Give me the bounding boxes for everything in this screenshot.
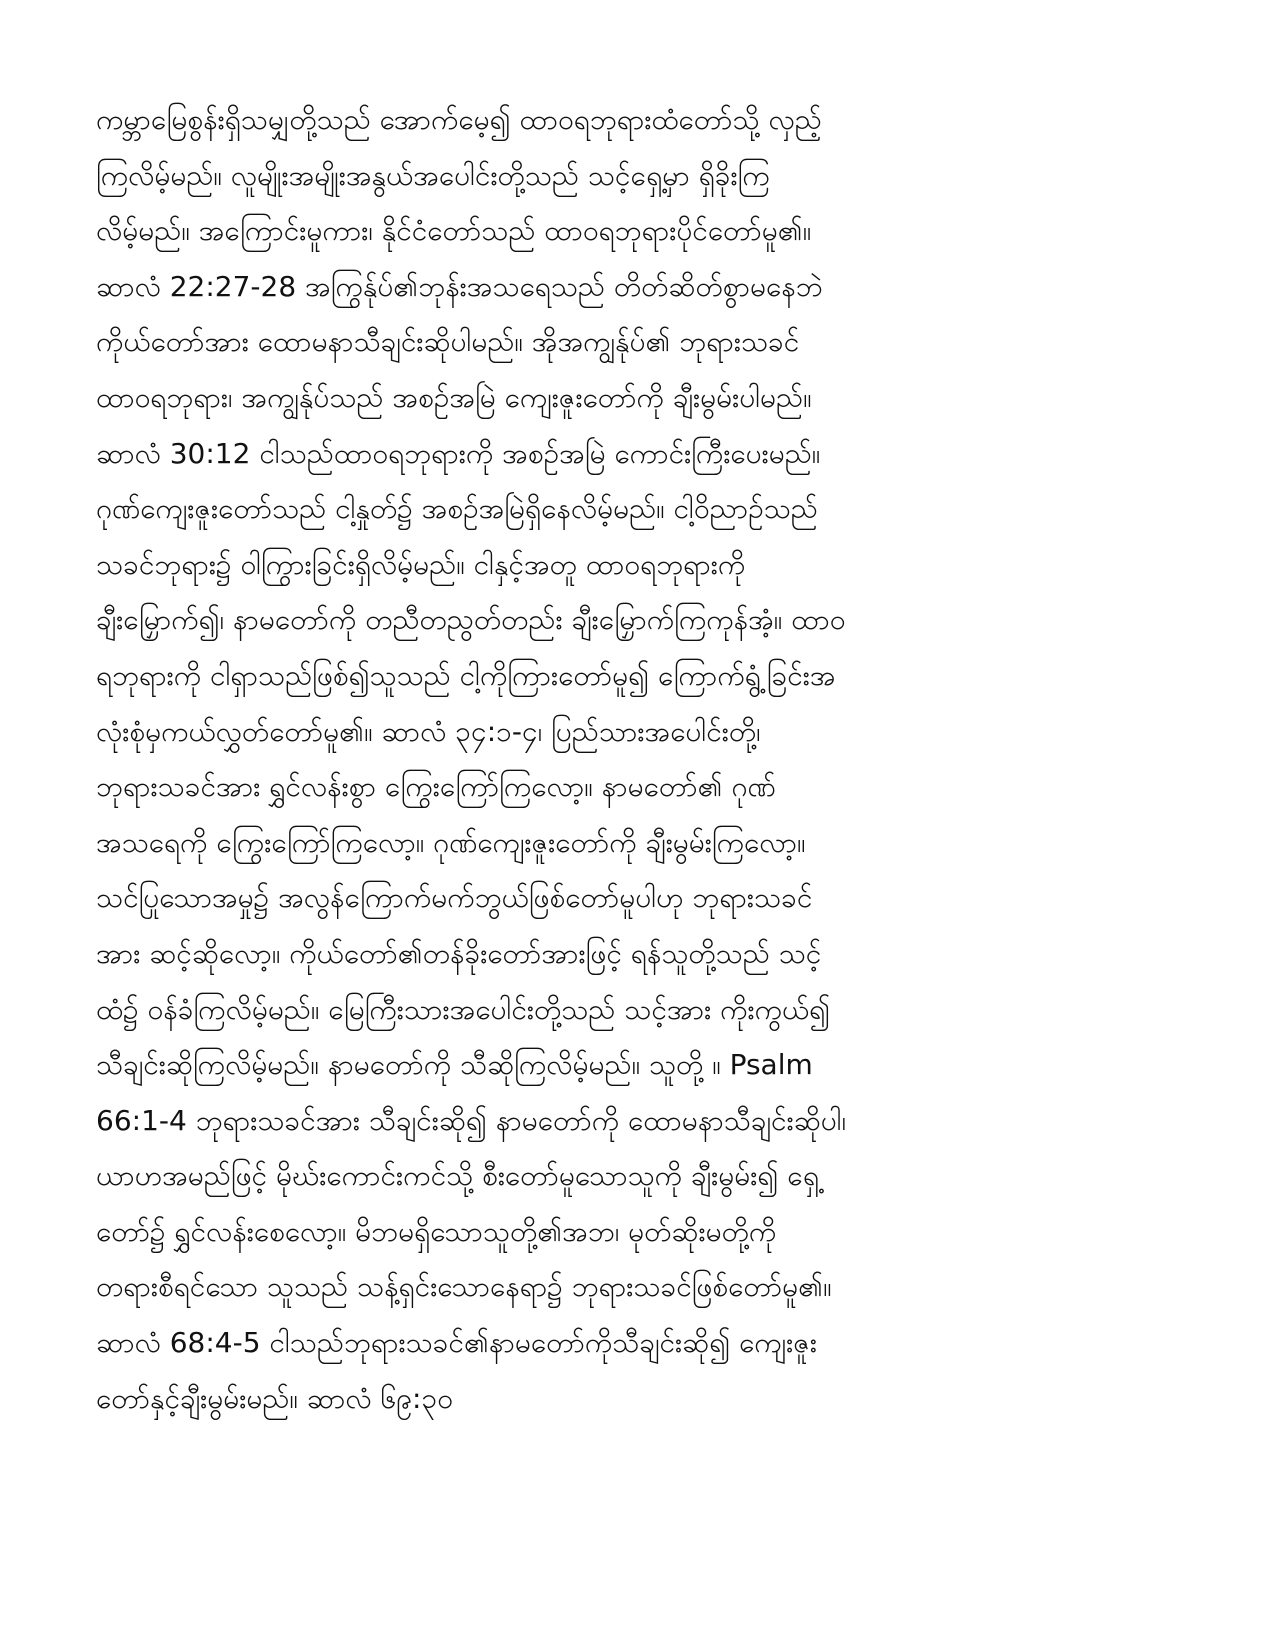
text-line: သခင်ဘုရား၌ ဝါကြွားခြင်းရှိလိမ့်မည်။ ငါနှင့်အတူ ထာဝရဘုရားကို [96, 547, 746, 581]
text-line: ထံ၌ ဝန်ခံကြလိမ့်မည်။ မြေကြီးသားအပေါင်းတို့သည် သင့်အား ကိုးကွယ်၍ [96, 992, 831, 1026]
text-line: လိမ့်မည်။ အကြောင်းမူကား၊ နိုင်ငံတော်သည် ထာဝရဘုရားပိုင်တော်မူ၏။ [96, 214, 812, 248]
text-line: ဆာလံ 22:27-28 အကြွန်ုပ်၏ဘုန်းအသရေသည် တိတ်ဆိတ်စွာမနေဘဲ [96, 269, 823, 303]
text-line: လုံးစုံမှကယ်လွှတ်တော်မူ၏။ ဆာလံ ၃၄:၁-၄၊ ပြည်သားအပေါင်းတို့၊ [96, 714, 761, 748]
text-line: ဆာလံ 68:4-5 ငါသည်ဘုရားသခင်၏နာမတော်ကိုသီချင်းဆို၍ ကျေးဇူး [96, 1326, 817, 1360]
text-line: တရားစီရင်သော သူသည် သန့်ရှင်းသောနေရာ၌ ဘုရားသခင်ဖြစ်တော်မူ၏။ [96, 1270, 832, 1304]
text-line: ကမ္ဘာမြေစွန်းရှိသမျှတို့သည် အောက်မေ့၍ ထာဝရဘုရားထံတော်သို့ လှည့် [96, 103, 822, 136]
text-line: ယာဟအမည်ဖြင့် မိုဃ်းကောင်းကင်သို့ စီးတော်မူသောသူကို ချီးမွမ်း၍ ရှေ့ [96, 1159, 820, 1193]
text-line: ချီးမြှောက်၍၊ နာမတော်ကို တညီတညွတ်တည်း ချီးမြှောက်ကြကုန်အံ့။ ထာဝ [96, 603, 846, 637]
text-line: ထာဝရဘုရား၊ အကျွန်ုပ်သည် အစဉ်အမြဲ ကျေးဇူးတော်ကို ချီးမွမ်းပါမည်။ [96, 380, 812, 414]
text-line: တော်၌ ရွှင်လန်းစေလော့။ မိဘမရှိသောသူတို့၏အဘ၊ မုတ်ဆိုးမတို့ကို [96, 1214, 777, 1248]
text-line: ကိုယ်တော်အား ထောမနာသီချင်းဆိုပါမည်။ အိုအကျွန်ုပ်၏ ဘုရားသခင် [96, 325, 800, 359]
text-line: အား ဆင့်ဆိုလော့။ ကိုယ်တော်၏တန်ခိုးတော်အားဖြင့် ရန်သူတို့သည် သင့် [96, 936, 822, 970]
text-line: သီချင်းဆိုကြလိမ့်မည်။ နာမတော်ကို သီဆိုကြလိမ့်မည်။ သူတို့ ။ Psalm [96, 1048, 813, 1082]
text-line: တော်နှင့်ချီးမွမ်းမည်။ ဆာလံ ၆၉:၃၀ [96, 1381, 453, 1415]
text-line: အသရေကို ကြွေးကြော်ကြလော့။ ဂုဏ်ကျေးဇူးတော်ကို ချီးမွမ်းကြလော့။ [96, 825, 806, 859]
text-line: သင်ပြုသောအမှု၌ အလွန်ကြောက်မက်ဘွယ်ဖြစ်တော်မူပါဟု ဘုရားသခင် [96, 881, 813, 915]
text-line: ကြလိမ့်မည်။ လူမျိုးအမျိုးအနွယ်အပေါင်းတို့သည် သင့်ရှေ့မှာ ရှိခိုးကြ [96, 158, 770, 192]
text-line: ဆာလံ 30:12 ငါသည်ထာဝရဘုရားကို အစဉ်အမြဲ ကောင်းကြီးပေးမည်။ [96, 436, 821, 470]
text-line: 66:1-4 ဘုရားသခင်အား သီချင်းဆို၍ နာမတော်ကို ထောမနာသီချင်းဆိုပါ၊ [96, 1103, 846, 1137]
text-line: ဘုရားသခင်အား ရွှင်လန်းစွာ ကြွေးကြော်ကြလော့။ နာမတော်၏ ဂုဏ် [96, 770, 776, 804]
body-text [96, 92, 1186, 1426]
text-line: ရဘုရားကို ငါရှာသည်ဖြစ်၍သူသည် ငါ့ကိုကြားတော်မူ၍ ကြောက်ရွံ့ခြင်းအ [96, 658, 836, 692]
text-line: ဂုဏ်ကျေးဇူးတော်သည် ငါ့နှုတ်၌ အစဉ်အမြဲရှိနေလိမ့်မည်။ ငါ့ဝိညာဉ်သည် [96, 492, 818, 526]
